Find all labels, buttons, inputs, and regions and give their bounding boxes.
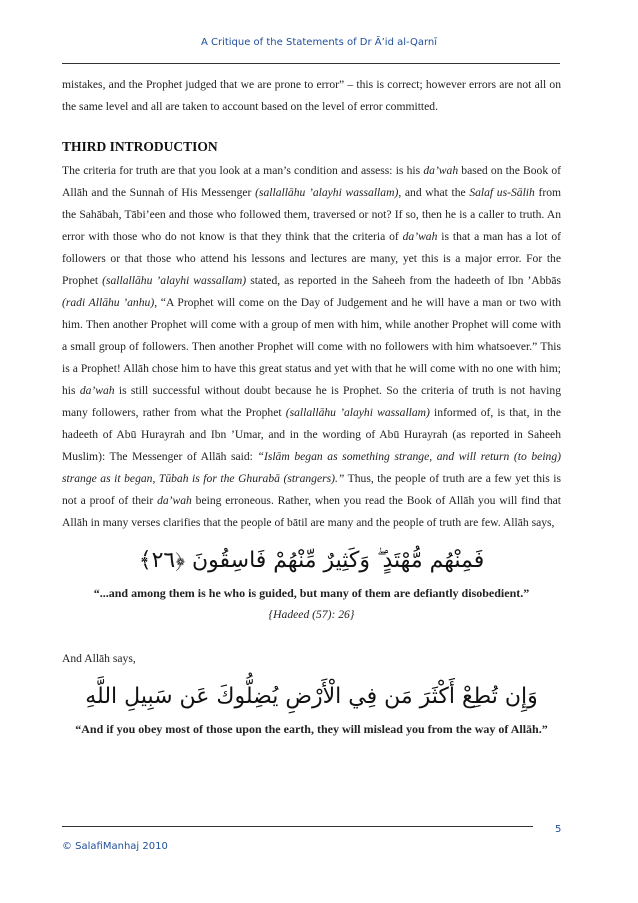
document-body — [62, 74, 561, 740]
and-allah-says: And Allāh says, — [62, 652, 136, 665]
page-number: 5 — [555, 824, 562, 835]
footer-rule — [62, 826, 533, 827]
verse1-arabic: فَمِنْهُم مُّهْتَدٍ ۖ وَكَثِيرٌ مِّنْهُمْ فَاسِقُونَ ﴿٢٦﴾ — [138, 548, 485, 573]
verse2-translation: “And if you obey most of those upon the earth, they will mislead you from the way of Allāh.” — [75, 722, 548, 736]
section-heading: THIRD INTRODUCTION — [62, 139, 218, 154]
verse1-translation: “...and among them is he who is guided, but many of them are defiantly disobedient.” — [93, 586, 530, 600]
intro-continuation: mistakes, and the Prophet judged that we are prone to error” – this is correct; however errors are not all on the same level and all are taken to account based on the level of error committed. — [62, 78, 561, 113]
header-rule — [62, 63, 560, 64]
footer-copyright: © SalafiManhaj 2010 — [62, 841, 168, 852]
page-header: A Critique of the Statements of Dr Ā’id al-Qarnī — [200, 37, 438, 48]
verse1-citation: {Hadeed (57): 26} — [268, 608, 355, 621]
verse2-arabic: وَإِن تُطِعْ أَكْثَرَ مَن فِي الْأَرْضِ يُضِلُّوكَ عَن سَبِيلِ اللَّهِ — [85, 684, 538, 709]
section-paragraph: The criteria for truth are that you look at a man’s condition and assess: is his da’wah based on the Book of Allāh and the Sunnah of His Messenger (sallallāhu ’alayhi wassallam), and what the Salaf us-Sālih from the Sahābah, Tābi’een and those who followed them, traversed or not? If so, then he is a caller to truth. An error with those who do not know is that they think that the criteria of da’wah is that a man has a lot of followers or that those who attend his lessons and lectures are many, yet this is a major error. For the Prophet (sallallāhu ’alayhi wassallam) stated, as reported in the Saheeh from the hadeeth of Ibn ’Abbās (radi Allāhu ’anhu), “A Prophet will come on the Day of Judgement and he will have a man or two with him. Then another Prophet will come with a group of men with him, while another Prophet will come with a small group of followers. Then another Prophet will come with no followers with him whatsoever.” This is a Prophet! Allāh chose him to have this great status and yet with that he will come with no one with him; his da’wah is still successful without doubt because he is Prophet. So the criteria of truth is not having many followers, rather from what the Prophet (sallallāhu ’alayhi wassallam) informed of, is that, in the hadeeth of Abū Hurayrah and Ibn ’Umar, and in the wording of Abū Hurayrah (as reported in Saheeh Muslim): The Messenger of Allāh said: “Islām began as something strange, and will return (to being) strange as it began, Tūbah is for the Ghurabā (strangers).” Thus, the people of truth are a few yet this is not a proof of their da’wah being erroneous. Rather, when you read the Book of Allāh you will find that Allāh in many verses clarifies that the people of bātil are many and the people of truth are few. Allāh says, — [62, 164, 562, 529]
